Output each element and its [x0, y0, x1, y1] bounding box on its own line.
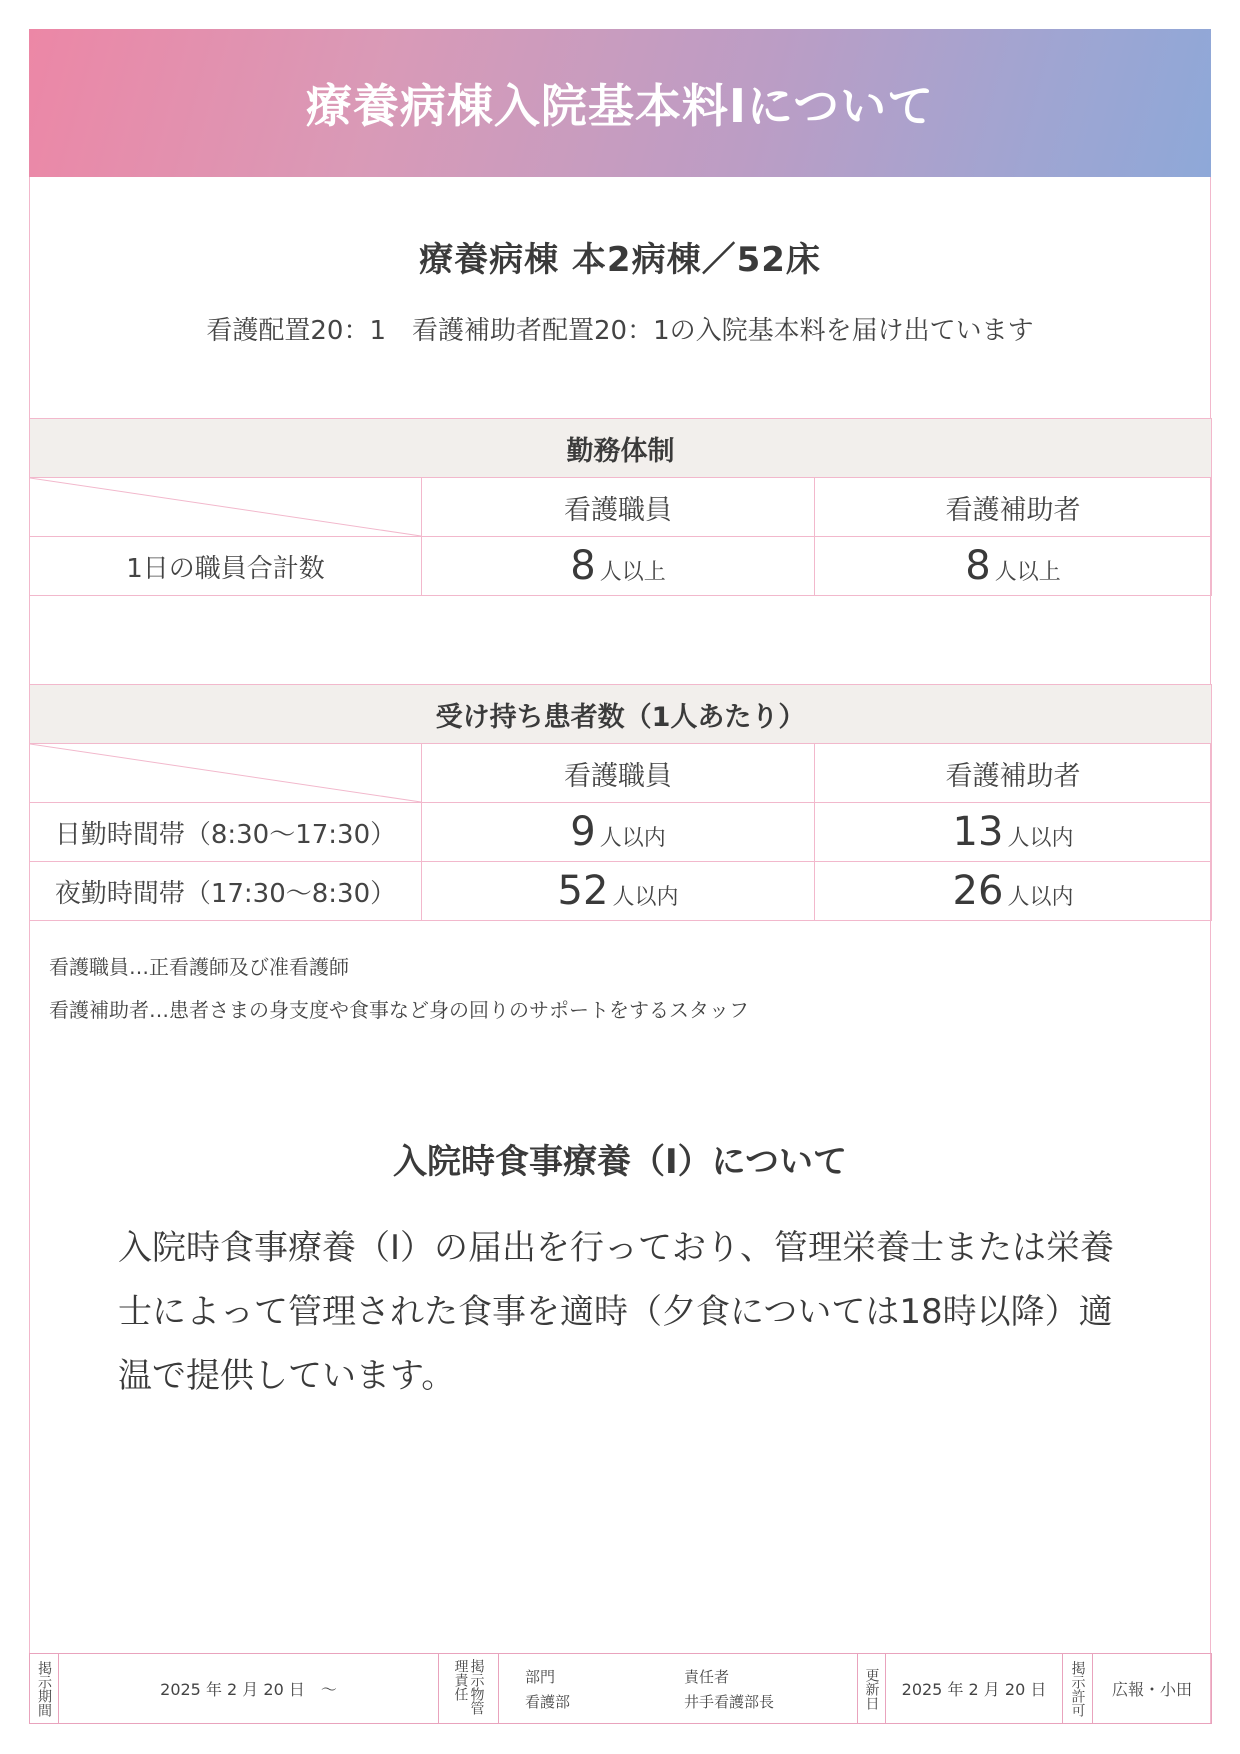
- value-number: 13: [952, 809, 1004, 855]
- table-row: [30, 803, 1212, 862]
- value-cell: [815, 862, 1212, 921]
- period-label-cell: [30, 1654, 59, 1724]
- manager-label: 掲示物管理責任: [452, 1658, 485, 1715]
- department-label: 部門: [525, 1667, 556, 1686]
- diagonal-line-icon: [30, 744, 421, 802]
- column-header-nurse: 看護職員: [422, 478, 815, 537]
- note-nurse-definition: 看護職員…正看護師及び准看護師: [49, 955, 349, 979]
- value-cell: [422, 803, 815, 862]
- period-value: 2025 年 2 月 20 日 〜: [59, 1654, 439, 1724]
- permit-label: 掲示許可: [1069, 1660, 1086, 1717]
- table-row: [30, 862, 1212, 921]
- updated-label-cell: [858, 1654, 886, 1724]
- permit-value: 広報・小田: [1093, 1654, 1212, 1724]
- owner-value: 井手看護部長: [684, 1692, 775, 1711]
- permit-label-cell: [1063, 1654, 1093, 1724]
- value-cell: [422, 862, 815, 921]
- updated-label: 更新日: [863, 1667, 880, 1710]
- value-unit: 人以内: [612, 885, 679, 910]
- department-value: 看護部: [525, 1692, 571, 1711]
- column-header-assistant: 看護補助者: [815, 744, 1212, 803]
- value-number: 8: [965, 543, 991, 589]
- updated-value: 2025 年 2 月 20 日: [886, 1654, 1063, 1724]
- staffing-ratio-text: 看護配置20：1 看護補助者配置20：1の入院基本料を届け出ています: [206, 316, 1034, 346]
- table-row: [30, 537, 1212, 596]
- owner-label: 責任者: [684, 1667, 730, 1686]
- staffing-table: [29, 418, 1212, 596]
- page-title: 療養病棟入院基本料Ⅰについて: [305, 79, 935, 133]
- diagonal-cell: [30, 744, 422, 803]
- row-label-day-shift: 日勤時間帯（8:30〜17:30）: [30, 803, 422, 862]
- diagonal-cell: [30, 478, 422, 537]
- responsibility-cell: [499, 1654, 858, 1724]
- manager-label-cell: [439, 1654, 499, 1724]
- meal-section-body: 入院時食事療養（Ⅰ）の届出を行っており、管理栄養士または栄養士によって管理された食事を適時（夕食については18時以降）適温で提供しています。: [118, 1228, 1115, 1396]
- value-unit: 人以上: [994, 560, 1061, 585]
- row-label: 1日の職員合計数: [30, 537, 422, 596]
- note-assistant-definition: 看護補助者…患者さまの身支度や食事など身の回りのサポートをするスタッフ: [49, 998, 749, 1022]
- value-cell: [815, 803, 1212, 862]
- value-cell: [815, 537, 1212, 596]
- value-cell: [422, 537, 815, 596]
- value-unit: 人以内: [599, 826, 666, 851]
- ward-subtitle: 療養病棟 本2病棟／52床: [419, 240, 821, 280]
- title-banner: [29, 29, 1211, 177]
- patients-table-band: 受け持ち患者数（1人あたり）: [30, 685, 1212, 744]
- column-header-assistant: 看護補助者: [815, 478, 1212, 537]
- diagonal-line-icon: [30, 478, 421, 536]
- staffing-table-band: 勤務体制: [30, 419, 1212, 478]
- value-unit: 人以上: [599, 560, 666, 585]
- column-header-nurse: 看護職員: [422, 744, 815, 803]
- value-unit: 人以内: [1007, 885, 1074, 910]
- department-block: [499, 1666, 684, 1712]
- definitions-notes: [49, 946, 749, 1032]
- meal-section-title: 入院時食事療養（Ⅰ）について: [393, 1142, 847, 1182]
- row-label-night-shift: 夜勤時間帯（17:30〜8:30）: [30, 862, 422, 921]
- patients-table: [29, 684, 1212, 921]
- owner-block: [684, 1666, 774, 1712]
- value-number: 9: [570, 809, 596, 855]
- period-label: 掲示期間: [36, 1660, 52, 1717]
- value-number: 26: [952, 868, 1004, 914]
- posting-info-footer: [29, 1653, 1212, 1724]
- value-unit: 人以内: [1007, 826, 1074, 851]
- value-number: 8: [570, 543, 596, 589]
- value-number: 52: [557, 868, 609, 914]
